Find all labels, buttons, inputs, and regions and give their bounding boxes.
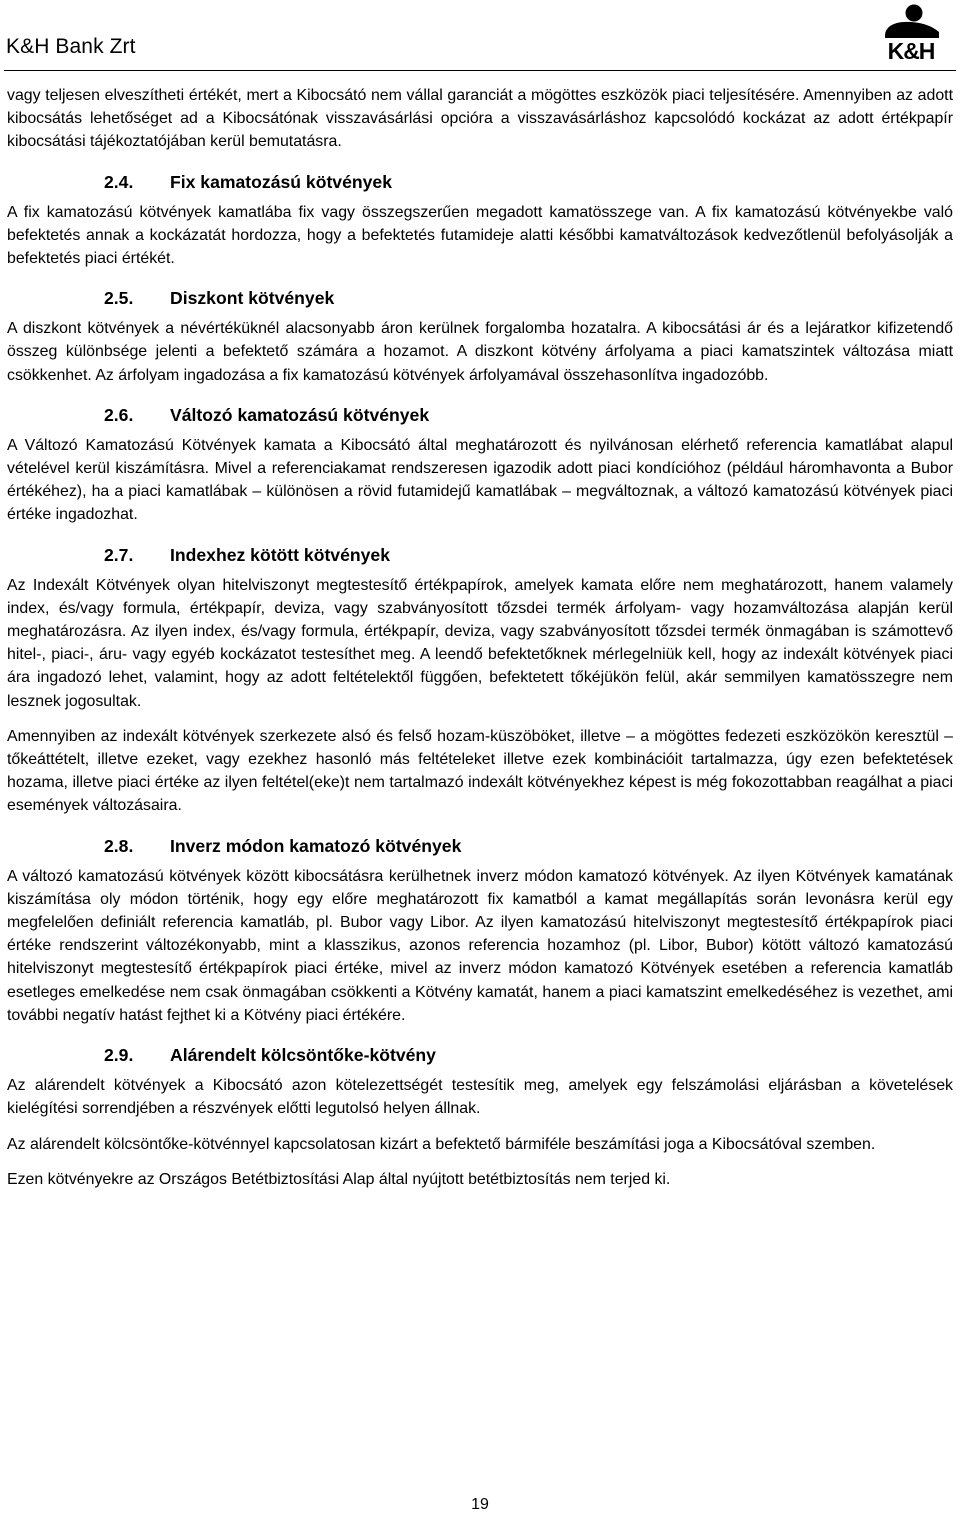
section-title: Fix kamatozású kötvények bbox=[170, 171, 392, 192]
section bbox=[7, 403, 953, 527]
section-paragraph: Az Indexált Kötvények olyan hitelviszonyt megtestesítő értékpapírok, amelyek kamata előre nem meghatározott, hanem valamely index, és/vagy formula, értékpapír, deviza, vagy szabványosított tőzsdei termék árfolyam- vagy hozamváltozása alapján kerül meghatározásra. Az ilyen index, és/vagy formula, értékpapír, deviza, vagy szabványosított tőzsdei termék önmagában is számottevő hitel-, piaci-, áru- vagy egyéb kockázatot testesíthet meg. A leendő befektetőknek mérlegelniük kell, hogy az indexált kötvények piaci ára ingadozó lehet, valamint, hogy az adott feltételektől függően, befektetett tőkéjükön felül, akár semmilyen kamatösszegre nem lesznek jogosultak. bbox=[7, 576, 953, 710]
section-paragraph: A fix kamatozású kötvények kamatlába fix vagy összegszerűen megadott kamatösszege van. A fix kamatozású kötvényekbe való befektetés annak a kockázatát hordozza, hogy a befektetés futamideje alatti későbbi kamatváltozások kedvezőtlenül befolyásolják a befektetés piaci értékét. bbox=[7, 203, 953, 268]
section-heading bbox=[7, 170, 953, 194]
section-paragraph: A változó kamatozású kötvények között kibocsátásra kerülhetnek inverz módon kamatozó kötvények. Az ilyen Kötvények kamatának kiszámítása oly módon történik, hogy egy előre meghatározott fix kamatból a kamat megállapítás során levonásra kerül egy megfelelően definiált referencia kamatláb, pl. Bubor vagy Libor. Az ilyen kamatozású hitelviszonyt megtestesítő értékpapírok piaci értéke rendszerint változékonyabb, mint a klasszikus, azonos referencia hozamhoz (pl. Libor, Bubor) kötött változó kamatozású hitelviszonyt megtestesítő értékpapírok piaci értéke, mivel az inverz módon kamatozó Kötvények esetében a referencia kamatláb esetleges emelkedése nem csak önmagában csökkenti a Kötvény kamatát, hanem a piaci kamatszint emelkedéséhez is vezethet, ami további negatív hatást fejthet ki a Kötvény piaci értékére. bbox=[7, 867, 953, 1024]
section-paragraph: Ezen kötvényekre az Országos Betétbiztosítási Alap által nyújtott betétbiztosítás nem terjed ki. bbox=[7, 1170, 671, 1188]
section-number: 2.4. bbox=[104, 171, 134, 192]
section-paragraph: Az alárendelt kötvények a Kibocsátó azon kötelezettségét testesítik meg, amelyek egy felszámolási eljárásban a követelések kielégítési sorrendjében a részvények előtti legutolsó helyen állnak. bbox=[7, 1077, 953, 1118]
section-heading bbox=[7, 286, 953, 310]
section-paragraph: A Változó Kamatozású Kötvények kamata a Kibocsátó által meghatározott és nyilvánosan elérhető referencia kamatlábat alapul vételével kerül kiszámításra. Mivel a referenciakamat rendszeresen igazodik adott piaci kondícióhoz (például háromhavonta a Bubor értékéhez), ha a piaci kamatlábak – különösen a rövid futamidejű kamatlábak – megváltoznak, a változó kamatozású kötvények piaci értéke ingadozhat. bbox=[7, 436, 953, 524]
section-paragraph: A diszkont kötvények a névértéküknél alacsonyabb áron kerülnek forgalomba hozatalra. A kibocsátási ár és a lejáratkor kifizetendő összeg különbsége jelenti a befektető számára a hozamot. A diszkont kötvény árfolyama a piaci kamatszintek változása miatt csökkenhet. Az árfolyam ingadozása a fix kamatozású kötvények árfolyamával összehasonlítva ingadozóbb. bbox=[7, 320, 953, 384]
section-heading bbox=[7, 834, 953, 858]
section bbox=[7, 170, 953, 271]
section bbox=[7, 286, 953, 387]
kh-logo-icon bbox=[871, 2, 951, 60]
sections-container bbox=[7, 170, 953, 1191]
section-number: 2.8. bbox=[104, 835, 134, 856]
section bbox=[7, 1043, 953, 1191]
section-heading bbox=[7, 403, 953, 427]
document-body bbox=[7, 84, 953, 1203]
section-number: 2.5. bbox=[104, 288, 134, 309]
section-title: Diszkont kötvények bbox=[170, 288, 335, 309]
section-paragraph: Amennyiben az indexált kötvények szerkezete alsó és felső hozam-küszöböket, illetve – a mögöttes fedezeti eszközökön keresztül – tőkeáttételt, illetve ezeket, vagy ezekhez hasonló más feltételeket illetve ezek kombinációit tartalmazza, úgy ezen befektetések hozama, illetve piaci értéke az ilyen feltétel(eke)t nem tartalmazó indexált kötvényekhez képest is még fokozottabban reagálhat a piaci események változásaira. bbox=[7, 727, 953, 815]
intro-paragraph: vagy teljesen elveszítheti értékét, mert a Kibocsátó nem vállal garanciát a mögöttes eszközök piaci teljesítésére. Amennyiben az adott kibocsátás lehetőséget ad a Kibocsátónak visszavásárlási opcióra a visszavásárláshoz kapcsolódó kockázat az adott értékpapír kibocsátási tájékoztatójában kerül bemutatásra. bbox=[7, 87, 953, 151]
section-title: Indexhez kötött kötvények bbox=[170, 544, 390, 565]
section bbox=[7, 834, 953, 1027]
section-number: 2.6. bbox=[104, 404, 134, 425]
section-heading bbox=[7, 543, 953, 567]
section-paragraph: Az alárendelt kölcsöntőke-kötvénnyel kapcsolatosan kizárt a befektető bármiféle beszámítási joga a Kibocsátóval szemben. bbox=[7, 1135, 876, 1153]
section-title: Alárendelt kölcsöntőke-kötvény bbox=[170, 1045, 436, 1066]
section-heading bbox=[7, 1043, 953, 1067]
section-title: Változó kamatozású kötvények bbox=[170, 404, 430, 425]
header-divider bbox=[4, 70, 956, 71]
section-title: Inverz módon kamatozó kötvények bbox=[170, 835, 462, 856]
svg-text:K&H: K&H bbox=[887, 38, 935, 60]
page-number: 19 bbox=[471, 1496, 489, 1513]
section-number: 2.7. bbox=[104, 544, 134, 565]
page-header bbox=[0, 0, 960, 72]
company-name: K&H Bank Zrt bbox=[6, 35, 136, 58]
section bbox=[7, 543, 953, 818]
section-number: 2.9. bbox=[104, 1045, 134, 1066]
